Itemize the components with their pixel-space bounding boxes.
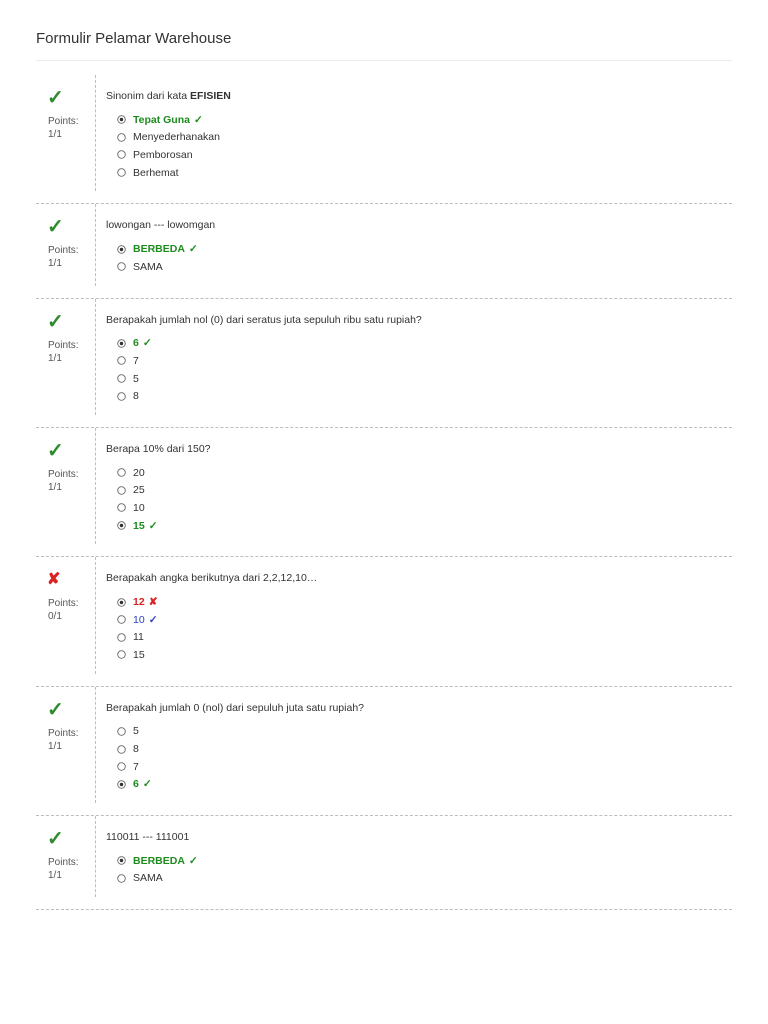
question-body: [106, 299, 732, 427]
answer-option-label: 11: [133, 631, 144, 644]
points-label: Points:: [48, 245, 79, 257]
question-block: [36, 557, 732, 686]
answer-option-label: 7: [133, 354, 139, 367]
answer-option[interactable]: [117, 723, 732, 741]
points-info: [48, 468, 79, 494]
radio-icon[interactable]: [117, 762, 126, 771]
answer-option-label: 10: [133, 613, 145, 626]
answer-option[interactable]: [117, 593, 732, 611]
radio-icon[interactable]: [117, 503, 126, 512]
points-value: 1/1: [48, 129, 62, 140]
answer-option[interactable]: [117, 258, 732, 276]
question-score-panel: [36, 75, 96, 191]
question-body: [106, 687, 732, 815]
answer-option-label: BERBEDA: [133, 243, 185, 256]
answer-option[interactable]: [117, 517, 732, 535]
points-label: Points:: [48, 857, 79, 869]
answer-option[interactable]: [117, 758, 732, 776]
radio-icon[interactable]: [117, 633, 126, 642]
radio-icon[interactable]: [117, 150, 126, 159]
radio-icon[interactable]: [117, 615, 126, 624]
radio-selected-icon[interactable]: [117, 115, 126, 124]
correct-answer-icon: ✓: [142, 778, 152, 791]
answer-option[interactable]: [117, 146, 732, 164]
correct-answer-icon: ✓: [193, 113, 203, 126]
question-list: [36, 75, 732, 910]
points-info: [48, 727, 79, 753]
answer-option-label: 7: [133, 760, 139, 773]
answer-option-label: 15: [133, 648, 145, 661]
radio-selected-icon[interactable]: [117, 780, 126, 789]
points-value: 1/1: [48, 870, 62, 882]
answer-option-label: 20: [133, 466, 145, 479]
points-value: 1/1: [48, 258, 62, 270]
radio-selected-icon[interactable]: [117, 339, 126, 348]
question-text: [106, 702, 732, 715]
answer-option[interactable]: [117, 499, 732, 517]
correct-check-icon: ✓: [47, 828, 64, 851]
question-text: [106, 219, 732, 232]
answer-option[interactable]: [117, 852, 732, 870]
answer-option[interactable]: [117, 111, 732, 129]
answer-option[interactable]: [117, 370, 732, 388]
points-info: [48, 597, 79, 623]
question-text-plain: Berapa 10% dari 150?: [106, 442, 211, 455]
question-block: [36, 428, 732, 557]
radio-selected-icon[interactable]: [117, 598, 126, 607]
question-score-panel: [36, 557, 96, 673]
correct-answer-icon: ✓: [148, 613, 158, 626]
question-block: [36, 75, 732, 204]
answer-option[interactable]: [117, 775, 732, 793]
answer-option-label: 6: [133, 778, 139, 791]
correct-check-icon: ✓: [47, 698, 64, 721]
question-text-plain: lowongan --- lowomgan: [106, 219, 216, 232]
answer-option[interactable]: [117, 464, 732, 482]
points-value: 0/1: [48, 611, 62, 623]
question-body: [106, 557, 732, 685]
question-score-panel: [36, 204, 96, 285]
points-label: Points:: [48, 116, 79, 127]
answer-option-label: Tepat Guna: [133, 113, 190, 126]
question-block: [36, 204, 732, 298]
question-body: [106, 816, 732, 909]
radio-icon[interactable]: [117, 356, 126, 365]
radio-icon[interactable]: [117, 745, 126, 754]
correct-answer-icon: ✓: [188, 854, 198, 867]
answer-option[interactable]: [117, 335, 732, 353]
question-block: [36, 816, 732, 910]
radio-icon[interactable]: [117, 392, 126, 401]
correct-answer-icon: ✓: [142, 337, 152, 350]
question-text: [106, 831, 732, 844]
answer-option-label: 25: [133, 484, 145, 497]
correct-check-icon: ✓: [47, 87, 64, 109]
points-info: [48, 244, 79, 270]
answer-option-label: 12: [133, 596, 145, 609]
correct-check-icon: ✓: [47, 310, 64, 333]
points-info: [48, 115, 79, 141]
answer-option[interactable]: [117, 240, 732, 258]
answer-option-label: Berhemat: [133, 166, 179, 179]
question-text-plain: 110011 --- 111001: [106, 831, 190, 844]
question-body: [106, 428, 732, 556]
points-value: 1/1: [48, 352, 62, 364]
question-block: [36, 687, 732, 816]
radio-selected-icon[interactable]: [117, 521, 126, 530]
answer-option-label: 8: [133, 743, 139, 756]
radio-selected-icon[interactable]: [117, 245, 126, 254]
points-info: [48, 856, 79, 882]
radio-icon[interactable]: [117, 727, 126, 736]
answer-option[interactable]: [117, 646, 732, 664]
question-body: [106, 75, 732, 203]
answer-option-label: SAMA: [133, 260, 163, 273]
points-value: 1/1: [48, 481, 62, 493]
correct-check-icon: ✓: [47, 216, 64, 239]
question-text-plain: Sinonim dari kata: [106, 90, 191, 102]
answer-option[interactable]: [117, 129, 732, 147]
answer-option[interactable]: [117, 629, 732, 647]
answer-option[interactable]: [117, 482, 732, 500]
answer-option-label: 8: [133, 390, 139, 403]
question-text: [106, 443, 732, 456]
answer-option[interactable]: [117, 352, 732, 370]
answer-option[interactable]: [117, 870, 732, 888]
question-text: [106, 572, 732, 585]
question-text-plain: Berapakah angka berikutnya dari 2,2,12,10…: [106, 572, 318, 585]
question-text-emphasis: EFISIEN: [190, 90, 231, 102]
answer-option-label: 10: [133, 501, 145, 514]
radio-icon[interactable]: [117, 650, 126, 659]
answer-option-label: Pemborosan: [133, 148, 193, 161]
answer-option[interactable]: [117, 740, 732, 758]
answer-option-label: 5: [133, 372, 139, 385]
radio-icon[interactable]: [117, 168, 126, 177]
question-score-panel: [36, 816, 96, 897]
answer-option-label: 6: [133, 337, 139, 350]
question-block: [36, 299, 732, 428]
answer-option-label: Menyederhanakan: [133, 131, 220, 144]
answer-option-label: SAMA: [133, 872, 163, 885]
points-label: Points:: [48, 598, 79, 610]
wrong-answer-icon: ✘: [148, 596, 158, 609]
radio-icon[interactable]: [117, 874, 126, 883]
answer-option[interactable]: [117, 387, 732, 405]
question-text-plain: Berapakah jumlah nol (0) dari seratus juta sepuluh ribu satu rupiah?: [106, 313, 422, 326]
points-label: Points:: [48, 727, 79, 739]
title-divider: [36, 60, 732, 61]
radio-icon[interactable]: [117, 374, 126, 383]
radio-icon[interactable]: [117, 468, 126, 477]
answer-option[interactable]: [117, 164, 732, 182]
answer-option-label: 15: [133, 519, 145, 532]
radio-icon[interactable]: [117, 486, 126, 495]
correct-answer-icon: ✓: [188, 243, 198, 256]
answer-option-label: 5: [133, 725, 139, 738]
question-score-panel: [36, 299, 96, 415]
page-title: Formulir Pelamar Warehouse: [36, 30, 232, 47]
answer-option[interactable]: [117, 611, 732, 629]
radio-icon[interactable]: [117, 133, 126, 142]
question-score-panel: [36, 687, 96, 803]
correct-check-icon: ✓: [47, 439, 64, 462]
radio-icon[interactable]: [117, 262, 126, 271]
points-label: Points:: [48, 468, 79, 480]
points-info: [48, 339, 79, 365]
question-score-panel: [36, 428, 96, 544]
question-text: [106, 90, 732, 103]
correct-answer-icon: ✓: [148, 519, 158, 532]
question-text: [106, 314, 732, 327]
answer-option-label: BERBEDA: [133, 854, 185, 867]
wrong-cross-icon: ✘: [47, 571, 61, 589]
points-value: 1/1: [48, 740, 62, 752]
question-text-plain: Berapakah jumlah 0 (nol) dari sepuluh juta satu rupiah?: [106, 701, 364, 714]
radio-selected-icon[interactable]: [117, 856, 126, 865]
points-label: Points:: [48, 339, 79, 351]
question-body: [106, 204, 732, 297]
